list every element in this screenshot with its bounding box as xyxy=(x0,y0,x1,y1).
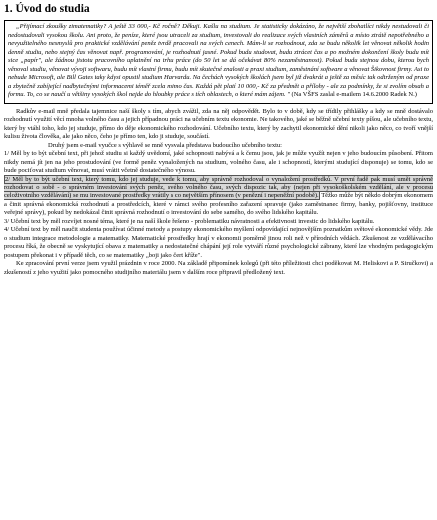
section-heading: 1. Úvod do studia xyxy=(4,3,90,15)
list-item-1: 1/ Měl by to být učební text, při jehož studiu si každý uvědomí, jaké schopnosti nabývá a k čemu jsou, jak je může využít nejen v jeho budoucím působení. Přitom nikdy nemá jít jen na jeho prostudování (ve formě peněz vynaložených na studium, volného času, ale i schopností, kterými studující disponuje) se tomu, kdo se bude pociťovat studium věnovat, musí vrátit včetně dostatečného výnosu. xyxy=(4,150,433,175)
paragraph-lead: Druhý jsem e-mail vyučce s výhlavě se mně vysvala představa budoucího učebního textu: xyxy=(48,141,282,149)
quote-box xyxy=(4,20,433,104)
list-item-2-continuation: Těžko může být někdo dobrým ekonomem a činit správná ekonomická rozhodnutí a prostředcích, které v rámci svého profesního zařazení spravuje (jako zaměstnanec firmy, banky, pojišťovny, instituce veřejné správy), pokud by nedokázal činit správná rozhodnutí o investování do sebe samého, do svého lidského kapitálu. xyxy=(4,192,433,217)
list-item-2 xyxy=(4,176,433,218)
body-text xyxy=(4,108,433,277)
paragraph-closing: Ke zpracování první verze jsem využil prázdnin v roce 2000. Na základě připomínek kolegů (při této příležitosti chci poděkovat M. Heliskovi a P. Siručkovi) a zkušeností z jeho využití jako pomocného studijního materiálu jsem v dalším roce připravil předložený text. xyxy=(4,260,433,276)
quote-signature: (Na VŠFS zaslal e-mailem 14.6.2000 Radek N.) xyxy=(291,91,417,99)
list-item-4: 4/ Učební text by měl naučit studenta používat účinné metody a postupy ekonomického myšlení odpovídající nejnovějším poznatkům světové ekonomické vědy. Jde o studium integrace metodologie a matematiky. Matematické prostředky hrají v ekonomii poměrně jinou roli než v přírodních vědách. Zkušenost ze vzdělávacího procesu říká, že obecně se vyskytující obava z matematiky a nedostatečné chápání její role vytváří různé psychologické zábrany, které lze vhodným pedagogickým postupem překonat i v případě těch, co se matematiky „boji jako čert kříže". xyxy=(4,226,433,259)
quote-text: „Přijímací zkoušky zimatematiky? A ještě 33 000,- Kč ročně? Děkuji. Kašlu na studium. Je statisticky dokázáno, že největší zbohatlíci nikdy nestudovali či nedostudovali vysokou školu. Ani proto, že peníze, které jsou utraceli za studium, investovali do realizace svých vlastních záměrů a místo ztrátě nepotřebného a nevyužitelného nesmyslů pro praktické vzdělávání peněz tvrdě pracovali na svých cenech. Mám-li se rozhodnout, zda se budu několik let věnovat několik hodin denně studiu, nebo stejný čas věnovat např. programování, je rozhodnutí jasné. Pokud budu studovat, budu ztrácet čas a po možném dokončení školy budu mít sice „papír", ale žádnou jistotu pracovního uplatnění na trhu práce (do 50 let se dá očekávat 80% nezaměstnanost). Pokud budu stejnou dobu, kterou bych věnoval studiu, věnovat vývoji softwaru, budu mít vlastní firmu, budu mít skutečné znalosti a praxi studium, zaměstnání software a věnovat Šikovnost firmy. Asi to nebude Microsoft, ale Bill Gates taky kdysi opustil studium Harvardu. Na čechách vysokých školách jsem byl již dvakrát a ještě za měsíc tak odtrženým od praxe a zbytečně zabíjející nadbytečnými informacemi téměř zcela mimo čas. Každá pět platí 10 000,- Kč za předmět a přílohy - ale za podmínky, že si zvolím obsah a formu. To, co se naučí u většiny vysokých škol nejde do hloubky práce s tích oblastech, o které mám zájem. " xyxy=(8,23,429,99)
list-item-3: 3/ Učební text by měl rozvíjet nosné téma, které je na naší škole řešeno - problematiku návratnosti a efektivnosti investic do lidského kapitálu. xyxy=(4,217,375,225)
highlighted-passage: 2/ Měl by to být učební text, který tomu, kdo jej studuje, vede k tomu, aby správně rozhodoval o vynaložení prostředků. V první řadě pak musí umět správně rozhodovat o sobě - o správném investování svých peněz, svého volného času, svých dispozic tak, aby (nejen při vysokoškolském vzdělání, ale v procesu celoživotního vzdělávání) se mu investované prostředky vrátily s co největším přínosem (v penězní i nepeněžní podobě). xyxy=(4,175,433,200)
paragraph-intro: Radkův e-mail mně předala tajemnice naší školy s tím, abych zvážil, zda na něj odpovědět. Bylo to v době, kdy se třídily přihlášky a kdy se mně dostávalo rozhodnutí využití věcí mnoha volného času a jejich případnou práci na učebním textu ekonomie. Ne takového, jaké se běžně učební texty píšou, ale učebního textu, který by vtáhl toho, kdo jej studuje, přímo do děje ekonomického rozhodování. Učebního textu, který by zachytil ekonomické dění nikoli jako něco, co tvoří vnější kulisu života člověka, ale jako něco, čeho je přímo ten, kdo ji studuje, součástí. xyxy=(4,107,433,141)
